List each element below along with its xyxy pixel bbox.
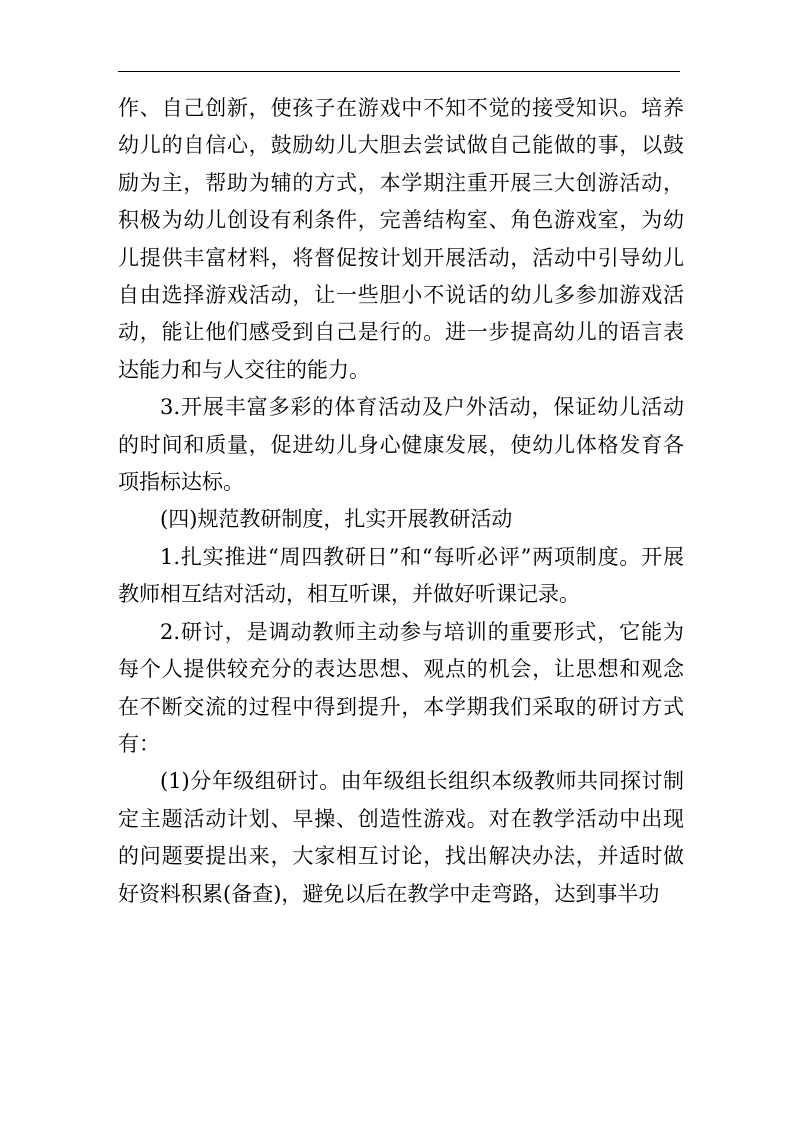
document-body [118,90,684,913]
header-rule [118,71,680,72]
paragraph-sub-item-1: (1)分年级组研讨。由年级组长组织本级教师共同探讨制定主题活动计划、早操、创造性游戏。对在教学活动中出现的问题要提出来，大家相互讨论，找出解决办法，并适时做好资料积累(备查)，避免以后在教学中走弯路，达到事半功 [118,769,684,906]
section-heading-4: (四)规范教研制度，扎实开展教研活动 [160,507,513,532]
paragraph-item-3: 3.开展丰富多彩的体育活动及户外活动，保证幼儿活动的时间和质量，促进幼儿身心健康发展，使幼儿体格发育各项指标达标。 [118,395,684,495]
paragraph-item-2: 2.研讨，是调动教师主动参与培训的重要形式，它能为每个人提供较充分的表达思想、观点的机会，让思想和观念在不断交流的过程中得到提升，本学期我们采取的研讨方式有： [118,619,684,756]
paragraph-item-1: 1.扎实推进“周四教研日”和“每听必评”两项制度。开展教师相互结对活动，相互听课，并做好听课记录。 [118,544,684,607]
paragraph-continuation: 作、自己创新，使孩子在游戏中不知不觉的接受知识。培养幼儿的自信心，鼓励幼儿大胆去尝试做自己能做的事，以鼓励为主，帮助为辅的方式，本学期注重开展三大创游活动，积极为幼儿创设有利条件，完善结构室、角色游戏室，为幼儿提供丰富材料，将督促按计划开展活动，活动中引导幼儿自由选择游戏活动，让一些胆小不说话的幼儿多参加游戏活动，能让他们感受到自己是行的。进一步提高幼儿的语言表达能力和与人交往的能力。 [118,96,684,382]
